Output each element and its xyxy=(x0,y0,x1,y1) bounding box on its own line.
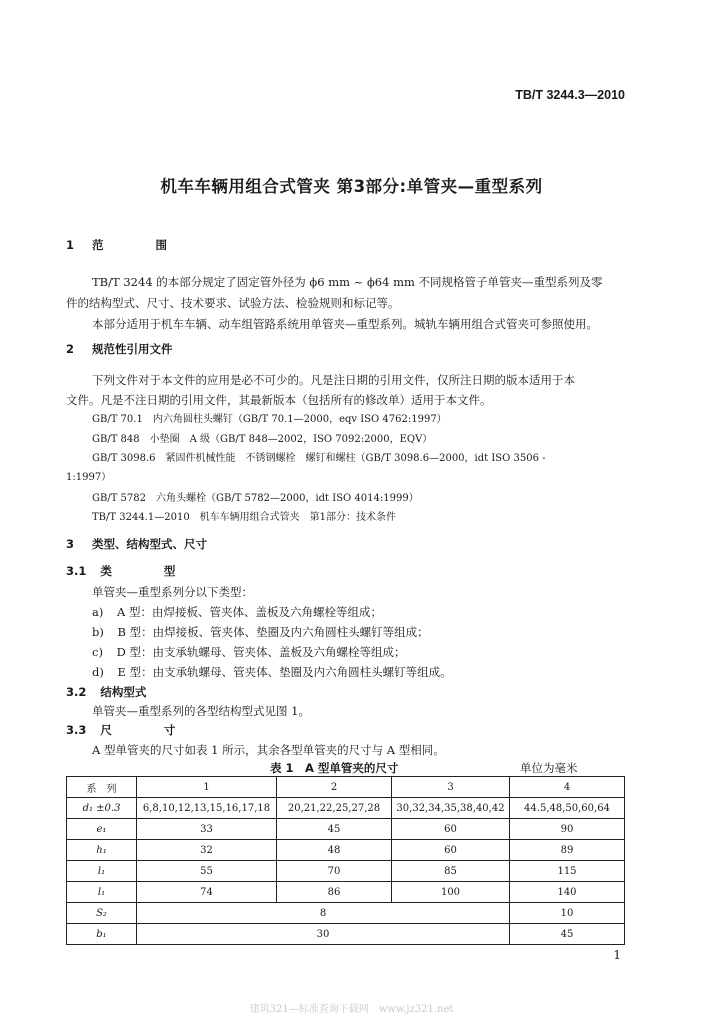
subsection-title: 尺 寸 xyxy=(100,723,200,737)
paragraph: 件的结构型式、尺寸、技术要求、试验方法、检验规则和标记等。 xyxy=(66,296,400,310)
list-label: a) xyxy=(92,605,104,619)
page-title: 机车车辆用组合式管夹 第3部分:单管夹—重型系列 xyxy=(160,177,543,196)
list-item xyxy=(92,644,405,660)
paragraph: 本部分适用于机车车辆、动车组管路系统用单管夹—重型系列。城轨车辆用组合式管夹可参照使用。 xyxy=(92,317,598,331)
table-cell: 45 xyxy=(510,924,625,945)
table-cell: 74 xyxy=(137,882,277,903)
page-number: 1 xyxy=(613,948,621,962)
table-row xyxy=(67,819,625,840)
table-cell: 32 xyxy=(137,840,277,861)
list-item xyxy=(92,604,382,620)
reference-item: 1:1997） xyxy=(66,472,112,483)
table-cell: l₁ xyxy=(67,882,137,903)
table-cell: 55 xyxy=(137,861,277,882)
table-cell: 30 xyxy=(137,924,510,945)
table-row xyxy=(67,798,625,819)
table-row xyxy=(67,882,625,903)
list-text: E 型：由支承轨螺母、管夹体、垫圈及内六角圆柱头螺钉等组成。 xyxy=(117,665,452,679)
table-cell: 89 xyxy=(510,840,625,861)
table-cell: 30,32,34,35,38,40,42 xyxy=(392,798,510,819)
table-cell: 115 xyxy=(510,861,625,882)
subsection-number: 3.1 xyxy=(66,564,87,578)
reference-item: GB/T 848 小垫圈 A 级（GB/T 848—2002，ISO 7092:2000，EQV） xyxy=(92,434,433,445)
section-title: 范 围 xyxy=(92,238,192,252)
list-label: b) xyxy=(92,625,104,639)
watermark: 建筑321—标准查询下载网 www.jz321.net xyxy=(249,1004,454,1015)
paragraph: A 型单管夹的尺寸如表 1 所示，其余各型单管夹的尺寸与 A 型相同。 xyxy=(92,743,445,757)
table-cell: 90 xyxy=(510,819,625,840)
table-cell: 系 列 xyxy=(67,777,137,798)
subsection-number: 3.3 xyxy=(66,723,87,737)
subsection-title: 结构型式 xyxy=(100,685,147,699)
table-cell: 86 xyxy=(277,882,392,903)
subsection-3-3-heading xyxy=(66,722,199,738)
document-number: TB/T 3244.3—2010 xyxy=(515,88,625,102)
list-item xyxy=(92,664,452,680)
section-number: 1 xyxy=(66,238,75,252)
list-label: d) xyxy=(92,665,104,679)
table-cell: l₁ xyxy=(67,861,137,882)
table-cell: 100 xyxy=(392,882,510,903)
table-row xyxy=(67,861,625,882)
table-cell: 140 xyxy=(510,882,625,903)
list-item xyxy=(92,624,429,640)
reference-item: TB/T 3244.1—2010 机车车辆用组合式管夹 第1部分：技术条件 xyxy=(92,512,397,523)
table-cell: 20,21,22,25,27,28 xyxy=(277,798,392,819)
list-text: A 型：由焊接板、管夹体、盖板及六角螺栓等组成； xyxy=(117,605,382,619)
paragraph: 文件。凡是不注日期的引用文件，其最新版本（包括所有的修改单）适用于本文件。 xyxy=(66,393,492,407)
section-number: 3 xyxy=(66,537,75,551)
table-cell: h₁ xyxy=(67,840,137,861)
subsection-number: 3.2 xyxy=(66,685,87,699)
list-text: B 型：由焊接板、管夹体、垫圈及内六角圆柱头螺钉等组成； xyxy=(117,625,429,639)
table-row xyxy=(67,924,625,945)
table-cell: 44.5,48,50,60,64 xyxy=(510,798,625,819)
table-unit: 单位为毫米 xyxy=(520,761,578,775)
subsection-title: 类 型 xyxy=(100,564,200,578)
table-cell: d₁ ±0.3 xyxy=(67,798,137,819)
table-cell: 1 xyxy=(137,777,277,798)
paragraph: 单管夹—重型系列分以下类型： xyxy=(92,585,253,599)
table-row xyxy=(67,903,625,924)
table-cell: 2 xyxy=(277,777,392,798)
list-label: c) xyxy=(92,645,103,659)
table-cell: b₁ xyxy=(67,924,137,945)
list-text: D 型：由支承轨螺母、管夹体、盖板及六角螺栓等组成； xyxy=(116,645,406,659)
table-cell: 10 xyxy=(510,903,625,924)
reference-item: GB/T 3098.6 紧固件机械性能 不锈钢螺栓 螺钉和螺柱（GB/T 3098.6—2000，idt ISO 3506 - xyxy=(92,453,546,464)
table-cell: 48 xyxy=(277,840,392,861)
table-row xyxy=(67,840,625,861)
table-cell: S₂ xyxy=(67,903,137,924)
paragraph: TB/T 3244 的本部分规定了固定管外径为 ϕ6 mm ~ ϕ64 mm 不同规格管子单管夹—重型系列及零 xyxy=(92,275,603,289)
section-title: 规范性引用文件 xyxy=(92,342,173,356)
table-cell: 60 xyxy=(392,840,510,861)
table-cell: 3 xyxy=(392,777,510,798)
table-cell: 60 xyxy=(392,819,510,840)
table-cell: 85 xyxy=(392,861,510,882)
table-cell: 8 xyxy=(137,903,510,924)
table-cell: 4 xyxy=(510,777,625,798)
table-cell: 70 xyxy=(277,861,392,882)
dimensions-table xyxy=(66,776,625,945)
reference-item: GB/T 70.1 内六角圆柱头螺钉（GB/T 70.1—2000，eqv ISO 4762:1997） xyxy=(92,414,447,425)
table-cell: 45 xyxy=(277,819,392,840)
section-3-heading xyxy=(66,536,207,552)
table-cell: 33 xyxy=(137,819,277,840)
subsection-3-1-heading xyxy=(66,563,199,579)
paragraph: 下列文件对于本文件的应用是必不可少的。凡是注日期的引用文件，仅所注日期的版本适用于本 xyxy=(92,373,575,387)
subsection-3-2-heading xyxy=(66,684,146,700)
section-1-heading xyxy=(66,237,191,253)
table-cell: 6,8,10,12,13,15,16,17,18 xyxy=(137,798,277,819)
section-title: 类型、结构型式、尺寸 xyxy=(92,537,208,551)
table-cell: e₁ xyxy=(67,819,137,840)
section-2-heading xyxy=(66,341,173,357)
paragraph: 单管夹—重型系列的各型结构型式见图 1。 xyxy=(92,704,310,718)
reference-item: GB/T 5782 六角头螺栓（GB/T 5782—2000，idt ISO 4014:1999） xyxy=(92,493,419,504)
table-caption: 表 1 A 型单管夹的尺寸 xyxy=(270,761,399,775)
section-number: 2 xyxy=(66,342,75,356)
table-header-row xyxy=(67,777,625,798)
